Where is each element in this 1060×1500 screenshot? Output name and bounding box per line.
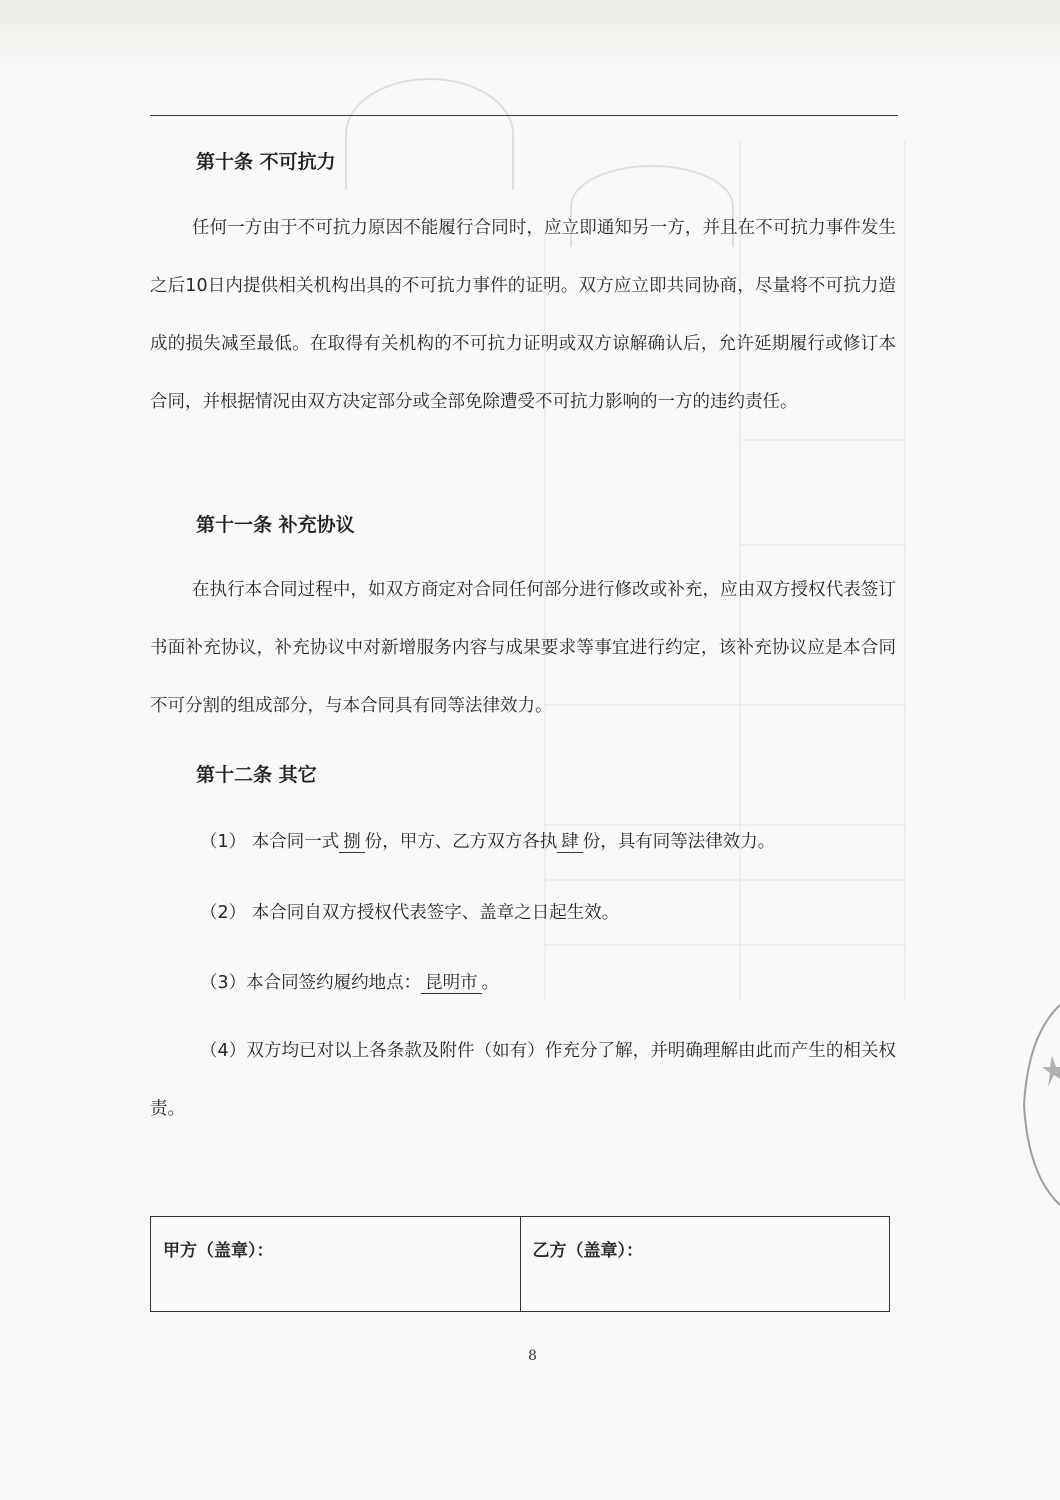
copies-total-field: 捌 (339, 832, 365, 853)
header-rule (150, 115, 898, 116)
party-a-cell (151, 1217, 520, 1311)
clause-2 (200, 899, 619, 924)
clause-1-mid: 份，甲方、乙方双方各执 (364, 832, 558, 852)
clause-1-post: 份，具有同等法律效力。 (582, 832, 776, 852)
article-10-title: 第十条 不可抗力 (196, 151, 336, 173)
page-number: 8 (528, 1348, 537, 1364)
clause-3-post: 。 (481, 973, 500, 993)
signing-place-field: 昆明市 (421, 973, 482, 994)
signature-table (150, 1216, 890, 1312)
clause-2-text: 本合同自双方授权代表签字、盖章之日起生效。 (251, 903, 620, 923)
clause-3-pre: 本合同签约履约地点： (246, 973, 422, 993)
clause-2-number: （2） (200, 903, 247, 923)
clause-4-text: 双方均已对以上各条款及附件（如有）作充分了解，并明确理解由此而产生的相关权责。 (150, 1041, 897, 1119)
clause-3 (200, 969, 499, 994)
copies-each-field: 肆 (557, 832, 583, 853)
clause-1-number: （1） (200, 832, 247, 852)
party-a-label: 甲方（盖章）： (163, 1241, 274, 1261)
clause-3-number: （3） (200, 973, 247, 993)
clause-4 (150, 1022, 896, 1138)
edge-seal-mark (1018, 995, 1060, 1215)
party-b-cell (520, 1217, 890, 1311)
clause-1 (200, 828, 775, 853)
article-11-body: 在执行本合同过程中，如双方商定对合同任何部分进行修改或补充，应由双方授权代表签订书面补充协议，补充协议中对新增服务内容与成果要求等事宜进行约定，该补充协议应是本合同不可分割的组成部分，与本合同具有同等法律效力。 (150, 580, 896, 716)
article-11-title: 第十一条 补充协议 (196, 514, 355, 536)
article-10-body: 任何一方由于不可抗力原因不能履行合同时，应立即通知另一方，并且在不可抗力事件发生之后10日内提供相关机构出具的不可抗力事件的证明。双方应立即共同协商，尽量将不可抗力造成的损失减至最低。在取得有关机构的不可抗力证明或双方谅解确认后，允许延期履行或修订本合同，并根据情况由双方决定部分或全部免除遭受不可抗力影响的一方的违约责任。 (150, 218, 896, 412)
clause-1-pre: 本合同一式 (251, 832, 340, 852)
party-b-label: 乙方（盖章）： (532, 1241, 643, 1261)
article-12-title: 第十二条 其它 (196, 764, 317, 786)
clause-4-number: （4） (200, 1041, 247, 1061)
